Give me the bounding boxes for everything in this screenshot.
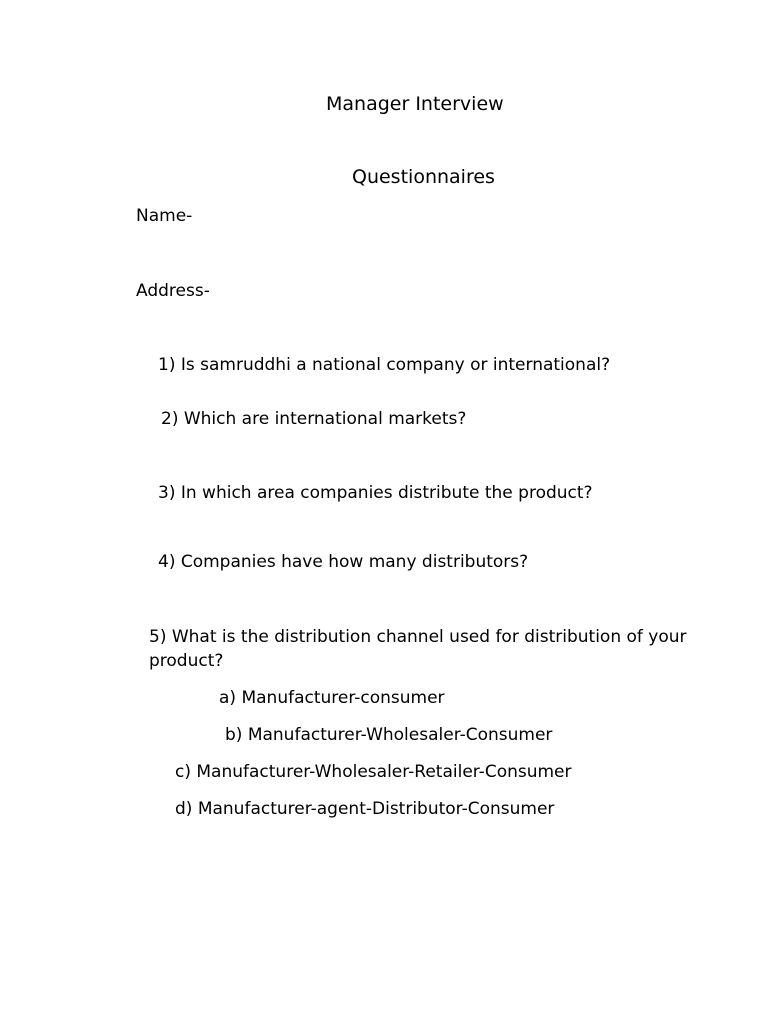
option-d: d) Manufacturer-agent-Distributor-Consumer bbox=[175, 799, 555, 819]
question-4: 4) Companies have how many distributors? bbox=[158, 552, 529, 572]
name-field-label: Name- bbox=[136, 206, 193, 226]
option-c: c) Manufacturer-Wholesaler-Retailer-Consumer bbox=[175, 762, 572, 782]
address-field-label: Address- bbox=[136, 281, 210, 301]
question-2: 2) Which are international markets? bbox=[161, 409, 467, 429]
document-title: Manager Interview bbox=[326, 93, 504, 115]
question-3: 3) In which area companies distribute the product? bbox=[158, 483, 593, 503]
document-subtitle: Questionnaires bbox=[352, 166, 495, 188]
option-a: a) Manufacturer-consumer bbox=[219, 688, 445, 708]
question-5: 5) What is the distribution channel used for distribution of your product? bbox=[149, 627, 687, 671]
option-b: b) Manufacturer-Wholesaler-Consumer bbox=[225, 725, 553, 745]
question-1: 1) Is samruddhi a national company or international? bbox=[158, 355, 611, 375]
